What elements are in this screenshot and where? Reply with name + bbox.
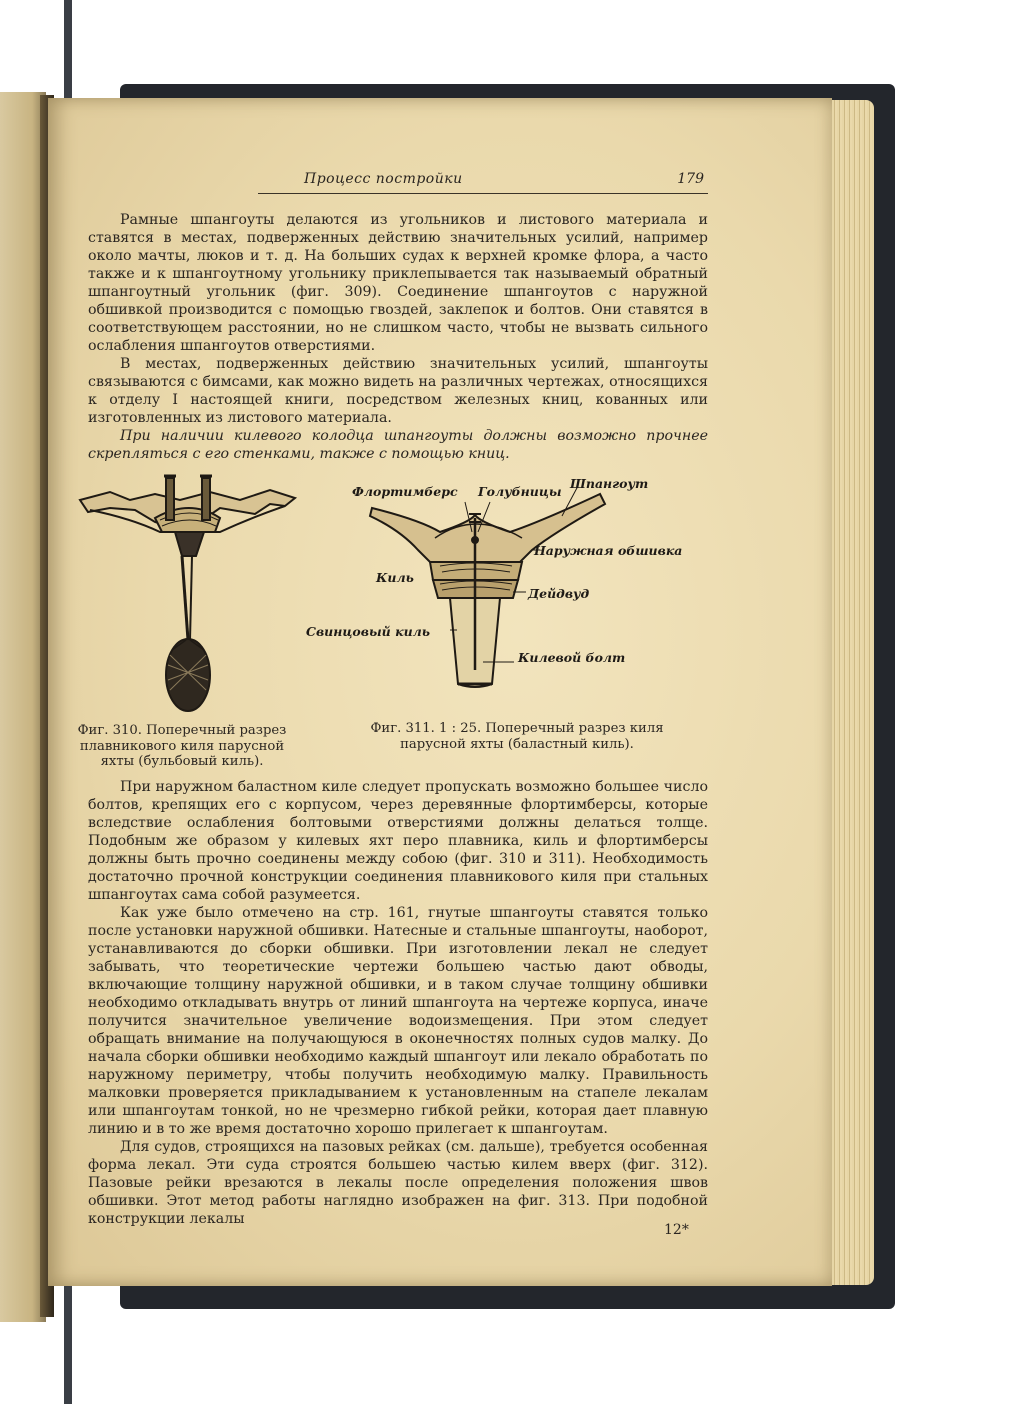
label-lead-keel: Свинцовый киль — [306, 624, 431, 639]
figure-310-caption: Фиг. 310. Поперечный разрез плавникового киля парусной яхты (бульбовый киль). — [77, 723, 287, 769]
text-block-top — [88, 211, 708, 463]
paragraph: В местах, подверженных действию значительных усилий, шпангоуты связываются с бимсами, как можно видеть на различных чертежах, относящихся к отделу I настоящей книги, посредством железных книц, кованных или изготовленных из листового материала. — [88, 356, 708, 426]
label-dowels: Голубницы — [478, 484, 562, 499]
label-keel: Киль — [376, 570, 414, 585]
figure-311-caption: Фиг. 311. 1 : 25. Поперечный разрез киля парусной яхты (баластный киль). — [370, 721, 664, 752]
ballast-keel-illustration — [300, 470, 690, 700]
running-title: Процесс постройки — [304, 171, 463, 187]
paragraph: Как уже было отмечено на стр. 161, гнутые шпангоуты ставятся только после установки наружной обшивки. Натесные и стальные шпангоуты, наоборот, устанавливаются до сборки обшивки. При изготовлении лекал не следует забывать, что теоретические чертежи большею частью дают обводы, включающие толщину наружной обшивки, и в таком случае толщину обшивки необходимо откладывать внутрь от линий шпангоута на чертеже корпуса, иначе получится значительное увеличение водоизмещения. При этом следует обращать внимание на получающуюся в оконечностях полных судов малку. До начала сборки обшивки необходимо каждый шпангоут или лекало обработать по наружному периметру, чтобы получить необходимую малку. Правильность малковки проверяется прикладыванием к установленным на стапеле лекалам или шпангоутам тонкой, но не чрезмерно гибкой рейки, которая дает плавную линию и в то же время достаточно хорошо прилегает к шпангоутам. — [88, 905, 708, 1137]
figure-311-drawing — [300, 470, 690, 700]
label-frame: Шпангоут — [570, 476, 649, 491]
page-number: 179 — [677, 171, 704, 187]
label-outer-planking: Наружная обшивка — [534, 543, 683, 558]
running-header — [258, 169, 708, 194]
label-floortimbers: Флортимберс — [352, 484, 458, 499]
label-keel-bolt: Килевой болт — [518, 650, 626, 665]
paragraph: Для судов, строящихся на пазовых рейках (см. дальше), требуется особенная форма лекал. Эти суда строятся большею частью килем вверх (фиг. 312). Пазовые рейки врезаются в лекалы после определения положения швов обшивки. Этот метод работы наглядно изображен на фиг. 313. При подобной конструкции лекалы — [88, 1139, 708, 1227]
signature-mark: 12* — [664, 1222, 689, 1238]
paragraph: При наличии килевого колодца шпангоуты должны возможно прочнее скрепляться с его стенками, также с помощью книц. — [88, 428, 708, 462]
figure-310-drawing — [70, 470, 310, 720]
paragraph: При наружном баластном киле следует пропускать возможно большее число болтов, крепящих его с корпусом, через деревянные флортимберсы, которые вследствие ослабления болтовыми отверстиями должны делаться толще. Подобным же образом у килевых яхт перо плавника, киль и флортимберсы должны быть прочно соединены между собою (фиг. 310 и 311). Необходимость достаточно прочной конструкции соединения плавникового киля при стальных шпангоутах сама собой разумеется. — [88, 779, 708, 903]
label-deadwood: Дейдвуд — [528, 586, 590, 601]
text-block-bottom — [88, 778, 708, 1228]
paragraph: Рамные шпангоуты делаются из угольников и листового материала и ставятся в местах, подверженных действию значительных усилий, например около мачты, люков и т. д. На больших судах к верхней кромке флора, а часто также и к шпангоутному угольнику приклепывается так называемый обратный шпангоутный угольник (фиг. 309). Соединение шпангоутов с наружной обшивкой производится с помощью гвоздей, заклепок и болтов. Они ставятся в соответствующем расстоянии, но не слишком часто, чтобы не вызвать сильного ослабления шпангоутов отверстиями. — [88, 212, 708, 354]
bulb-keel-illustration — [70, 470, 310, 720]
